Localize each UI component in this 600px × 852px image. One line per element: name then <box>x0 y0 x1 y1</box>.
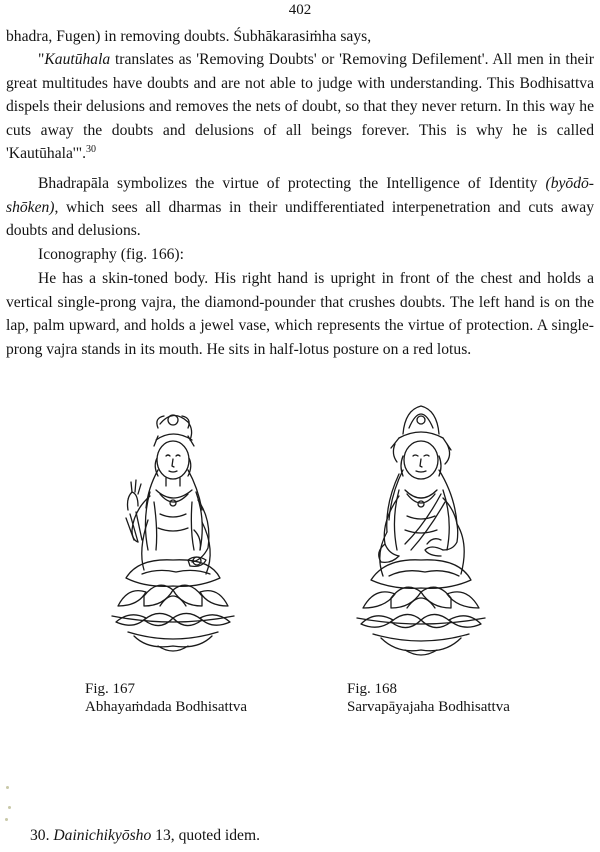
page-number: 402 <box>288 2 312 18</box>
figure-168-illustration <box>345 404 495 660</box>
figure-167-title: Abhayaṁdada Bodhisattva <box>85 699 248 715</box>
footnote-number: 30. <box>30 827 50 844</box>
bhadrapala-text-b: , which sees all dharmas in their undifferentiated interpenetration and cuts away doubts and delusions. <box>6 198 594 240</box>
author-name: Śubhākarasiṁha says, <box>233 28 372 45</box>
iconography-paragraph: He has a skin-toned body. His right hand is upright in front of the chest and holds a vertical single-prong vajra, the diamond-pounder that crushes doubts. The left hand is on the lap, palm upward, and holds a jewel vase, which represents the virtue of protection. A single-prong vajra stands in its mouth. He sits in half-lotus posture on a red lotus. <box>6 270 594 358</box>
bhadrapala-paragraph <box>6 172 594 243</box>
term-byodo-shoken: (byōdō-shōken) <box>6 175 594 216</box>
footnote-text: 13, quoted idem. <box>151 827 260 844</box>
quote-paragraph <box>6 48 594 166</box>
continued-line <box>6 25 371 49</box>
figure-168-caption <box>347 680 510 716</box>
term-kautuhala: Kautūhala <box>44 51 111 68</box>
figure-167-illustration <box>98 410 248 660</box>
footnote-ref: 30 <box>85 144 96 156</box>
page-speck <box>8 806 11 809</box>
figure-168-label: Fig. 168 <box>347 681 398 697</box>
figure-167-caption <box>85 680 247 716</box>
page-speck <box>6 786 9 789</box>
footnote <box>30 827 260 845</box>
figure-168-title: Sarvapāyajaha Bodhisattva <box>347 699 510 715</box>
bhadrapala-text-a: Bhadrapāla symbolizes the virtue of protecting the Intelligence of Identity <box>38 175 546 192</box>
quote-body: translates as 'Removing Doubts' or 'Removing Defilement'. All men in their great multitudes have doubts and are not able to judge with understanding. This Bodhisattva dispels their delusions and removes the nets of doubt, so that they never return. In this way he cuts away the doubts and delusions of all beings forever. This is why he is called 'Kautūhala'". <box>6 51 594 163</box>
page-speck <box>5 818 8 821</box>
figure-167-label: Fig. 167 <box>85 681 136 697</box>
iconography-heading: Iconography (fig. 166): <box>38 246 184 263</box>
quote-mark: " <box>38 51 45 68</box>
footnote-source: Dainichikyōsho <box>53 827 152 844</box>
continued-text: bhadra, Fugen) in removing doubts. <box>6 28 234 45</box>
